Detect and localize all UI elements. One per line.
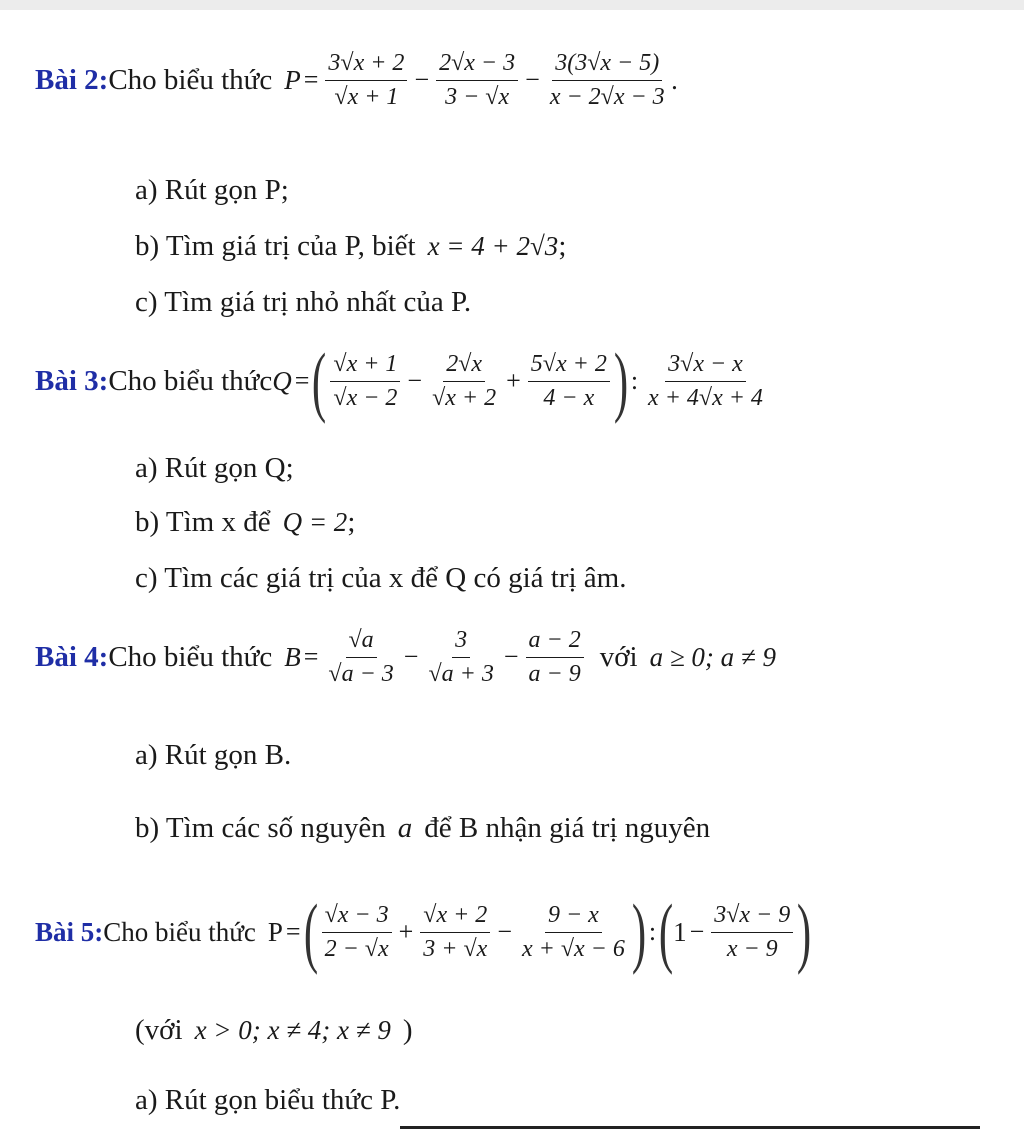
bai4-header bbox=[35, 616, 776, 698]
bai3-intro: Cho biểu thức bbox=[108, 364, 273, 397]
bai4-expression: B = $\frac{√a}{√a - 3}$ − $\frac{3}{√a + 3}$ − $\frac{a - 2}{a - 9}$ bbox=[284, 627, 587, 688]
bai2-frac-3-den: x − 2√x − 3 bbox=[549, 83, 665, 110]
bai3-frac-1-num: √x + 1 bbox=[330, 351, 400, 382]
bai3-frac-1-den: √x − 2 bbox=[333, 384, 398, 411]
bai3-part-a: a) Rút gọn Q; bbox=[135, 451, 294, 484]
bai4-condition-word: với bbox=[599, 640, 638, 673]
bai4-frac-1 bbox=[325, 627, 396, 688]
bai2-frac-1-num: 3√x + 2 bbox=[325, 50, 407, 81]
bai4-frac-3-den: a − 9 bbox=[528, 660, 581, 687]
bai2-frac-1 bbox=[325, 50, 407, 111]
bai3-frac-3-num: 5√x + 2 bbox=[528, 351, 610, 382]
bai4-part-a: a) Rút gọn B. bbox=[135, 738, 292, 771]
bai2-frac-2-num: 2√x − 3 bbox=[436, 50, 518, 81]
bai5-frac-2-num: √x + 2 bbox=[420, 902, 490, 933]
bai4-label: Bài 4: bbox=[35, 640, 109, 673]
bai5-condition-open: (với bbox=[135, 1013, 183, 1046]
bai3-frac-2 bbox=[429, 351, 499, 412]
bai3-frac-4-den: x + 4√x + 4 bbox=[648, 384, 763, 411]
bai2-header bbox=[35, 40, 678, 120]
bai5-intro: Cho biểu thức bbox=[103, 916, 256, 947]
bai3-frac-2-num: 2√x bbox=[443, 351, 485, 382]
bai2-lhs: P bbox=[284, 64, 301, 95]
bai5-part-a: a) Rút gọn biểu thức P. bbox=[135, 1083, 401, 1116]
bai3-label: Bài 3: bbox=[35, 364, 109, 397]
top-edge-line bbox=[0, 0, 1024, 10]
bai3-frac-2-den: √x + 2 bbox=[432, 384, 497, 411]
bai2-frac-2 bbox=[436, 50, 518, 111]
bai4-part-b-pre: b) Tìm các số nguyên bbox=[135, 811, 386, 844]
bai5-condition-math: x > 0; x ≠ 4; x ≠ 9 bbox=[194, 1014, 391, 1045]
bai5-frac-1 bbox=[322, 902, 392, 963]
bai4-frac-3-num: a − 2 bbox=[526, 627, 584, 658]
bai5-condition-close: ) bbox=[402, 1013, 413, 1046]
bai5-frac-2 bbox=[420, 902, 490, 963]
bai5-frac-3 bbox=[519, 902, 628, 963]
bai2-part-c: c) Tìm giá trị nhỏ nhất của P. bbox=[135, 285, 472, 318]
bai3-frac-3 bbox=[528, 351, 610, 412]
bai2-label: Bài 2: bbox=[35, 63, 109, 96]
bai4-frac-2-den: √a + 3 bbox=[428, 660, 494, 687]
bai4-frac-1-num: √a bbox=[346, 627, 377, 658]
bai2-frac-2-den: 3 − √x bbox=[445, 83, 510, 110]
bai5-frac-2-den: 3 + √x bbox=[423, 935, 488, 962]
bai2-part-a: a) Rút gọn P; bbox=[135, 173, 289, 206]
bai4-intro: Cho biểu thức bbox=[108, 640, 273, 673]
bai4-part-b-variable: a bbox=[397, 811, 413, 844]
bai5-frac-1-den: 2 − √x bbox=[324, 935, 389, 962]
bai5-frac-4-num: 3√x − 9 bbox=[711, 902, 793, 933]
bai2-frac-3 bbox=[547, 50, 668, 111]
bai5-one: 1 bbox=[673, 916, 687, 947]
bai4-frac-3 bbox=[526, 627, 584, 688]
bai3-part-b-end: ; bbox=[347, 505, 356, 538]
bai3-part-b-text: b) Tìm x để bbox=[135, 505, 271, 538]
bai3-header bbox=[35, 337, 770, 424]
bai5-label: Bài 5: bbox=[35, 916, 104, 947]
bai5-frac-4 bbox=[711, 902, 793, 963]
bai3-part-c: c) Tìm các giá trị của x để Q có giá trị âm. bbox=[135, 561, 627, 594]
bai3-frac-1 bbox=[330, 351, 400, 412]
bai3-part-b bbox=[135, 504, 355, 540]
bai3-frac-3-den: 4 − x bbox=[543, 384, 595, 411]
bai4-part-b-post: để B nhận giá trị nguyên bbox=[424, 811, 711, 844]
bai2-intro: Cho biểu thức bbox=[108, 63, 273, 96]
bai2-part-b-math: x = 4 + 2√3 bbox=[427, 230, 559, 261]
bai3-part-b-math: Q = 2 bbox=[282, 506, 348, 537]
bai3-frac-4 bbox=[645, 351, 766, 412]
bai5-frac-1-num: √x − 3 bbox=[322, 902, 392, 933]
bai5-lhs: P bbox=[267, 916, 283, 947]
bai2-expression: P = $\frac{3√x + 2}{√x + 1}$ − $\frac{2√x - 3}{3 - √x}$ − $\frac{3(3√x - 5)}{x - 2√x - 3}$ . bbox=[284, 49, 679, 110]
bai4-condition-math: a ≥ 0; a ≠ 9 bbox=[649, 641, 776, 672]
bai3-lhs: Q bbox=[272, 365, 292, 396]
bai5-condition bbox=[135, 1012, 413, 1048]
bai5-frac-3-den: x + √x − 6 bbox=[521, 935, 625, 962]
bai2-part-b bbox=[135, 228, 566, 264]
bai3-expression: Q = ( $\frac{√x + 1}{√x - 2}$ − $\frac{2√x}{√x + 2}$ + $\frac{5√x + 2}{4 - x}$ ) : $\frac{3√x - x}{x + 4√x + 4}$ bbox=[272, 342, 770, 420]
bai5-expression: P = ( $\frac{√x - 3}{2 - √x}$ + $\frac{√x + 2}{3 + √x}$ − $\frac{9 - x}{x + √x - 6}$ ) : ( 1 − $\frac{3√x - 9}{x - 9}$ ) bbox=[267, 888, 812, 975]
bai5-header bbox=[35, 886, 811, 978]
bai2-part-b-end: ; bbox=[558, 229, 567, 262]
bai5-frac-3-num: 9 − x bbox=[545, 902, 602, 933]
bai2-frac-3-num: 3(3√x − 5) bbox=[552, 50, 662, 81]
bai4-frac-2 bbox=[425, 627, 496, 688]
bai4-lhs: B bbox=[284, 641, 301, 672]
bai4-part-b bbox=[135, 810, 710, 846]
bai5-frac-4-den: x − 9 bbox=[726, 935, 778, 962]
bai2-end-dot: . bbox=[671, 64, 679, 95]
bai4-frac-2-num: 3 bbox=[452, 627, 470, 658]
bai2-frac-1-den: √x + 1 bbox=[334, 83, 399, 110]
bai2-part-b-text: b) Tìm giá trị của P, biết bbox=[135, 229, 416, 262]
bai4-frac-1-den: √a − 3 bbox=[328, 660, 394, 687]
bai3-frac-4-num: 3√x − x bbox=[665, 351, 746, 382]
